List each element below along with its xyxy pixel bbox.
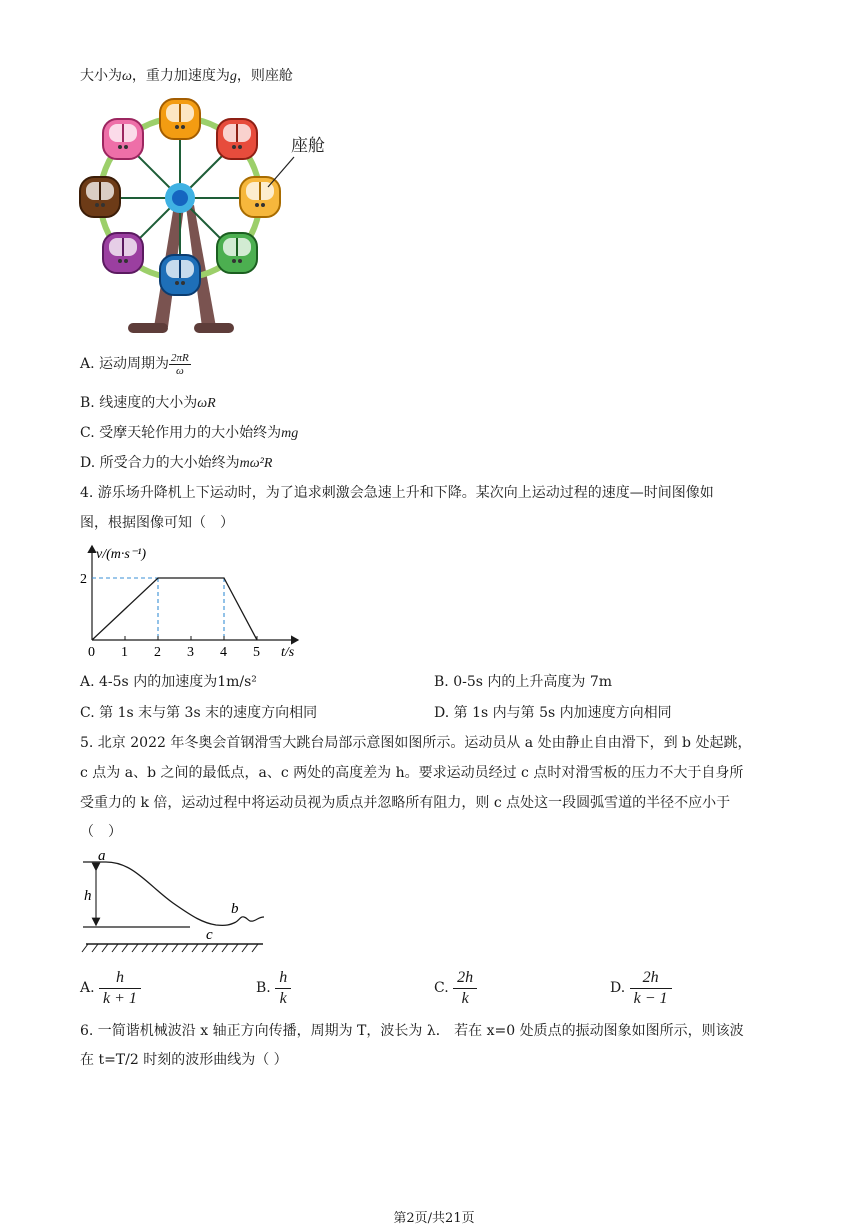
q4-option-c: C. 第 1s 末与第 3s 末的速度方向相同 <box>80 705 318 721</box>
q5-stem-line4: （ ） <box>80 824 122 840</box>
q6-stem-line1: 6. 一简谐机械波沿 x 轴正方向传播，周期为 T，波长为 λ． 若在 x=0 处质点的振动图象如图所示，则该波 <box>80 1023 744 1039</box>
vt-series-line <box>92 578 257 640</box>
q5-option-c: C. $\frac{2h}{k}$ <box>434 966 477 1010</box>
q4-option-a: A. 4-5s 内的加速度为1m/s² <box>80 674 257 690</box>
vt-x-tick-label: 1 <box>121 645 128 660</box>
point-c-label: c <box>206 927 213 943</box>
q5-stem-line2: c 点为 a、b 之间的最低点，a、c 两处的高度差为 h。要求运动员经过 c 点时对滑雪板的压力不大于自身所 <box>80 765 744 781</box>
jump-ramp <box>236 917 264 922</box>
slope-curve <box>106 862 236 925</box>
ski-slope-figure <box>78 845 278 957</box>
cabin-leader-line <box>268 157 294 187</box>
vt-x-tick-label: 5 <box>253 645 260 660</box>
ferris-cabin-top-left <box>103 119 143 159</box>
q5-option-d: D. $\frac{2h}{k - 1}$ <box>610 966 672 1010</box>
point-b-label: b <box>231 901 239 917</box>
vt-x-tick-label: 0 <box>88 645 95 660</box>
q4-option-b: B. 0-5s 内的上升高度为 7m <box>434 674 613 690</box>
vt-x-tick-label: 3 <box>187 645 194 660</box>
q3-a-fraction: $\frac{2\pi R}{\omega}$ <box>171 351 189 377</box>
q4-option-d: D. 第 1s 内与第 5s 内加速度方向相同 <box>434 705 672 721</box>
vt-x-tick-label: 4 <box>220 645 227 660</box>
q3-option-d: D. 所受合力的大小始终为mω²R <box>80 455 273 471</box>
q3-option-b: B. 线速度的大小为ωR <box>80 395 216 411</box>
q4-stem-line1: 4. 游乐场升降机上下运动时，为了追求刺激会急速上升和下降。某次向上运动过程的速度—时间图像如 <box>80 485 714 501</box>
q3-option-a: A. 运动周期为 $\frac{2\pi R}{\omega}$ <box>80 351 189 377</box>
q4-stem-line2: 图，根据图像可知（ ） <box>80 515 234 531</box>
ferris-wheel-figure <box>76 95 346 340</box>
vt-x-label: t/s <box>281 645 295 660</box>
ferris-cabin-right <box>240 177 280 217</box>
q5-option-b: B. $\frac{h}{k}$ <box>256 966 291 1010</box>
q6-stem-line2: 在 t=T/2 时刻的波形曲线为（ ） <box>80 1052 288 1068</box>
vt-x-tick-label: 2 <box>154 645 161 660</box>
ferris-cabin-top-right <box>217 119 257 159</box>
point-a-label: a <box>98 848 106 864</box>
ferris-cabin-top <box>160 99 200 139</box>
ferris-cabin-bottom-left <box>103 233 143 273</box>
q3-option-c: C. 受摩天轮作用力的大小始终为mg <box>80 425 299 441</box>
ferris-cabin-bottom-right <box>217 233 257 273</box>
ferris-cabin-left <box>80 177 120 217</box>
q5-option-a: A. $\frac{h}{k + 1}$ <box>80 966 141 1010</box>
height-h-label: h <box>84 888 92 904</box>
cabin-label: 座舱 <box>291 136 325 155</box>
ferris-cabin-bottom <box>160 255 200 295</box>
page-footer: 第2页/共21页 <box>393 1211 475 1226</box>
q5-stem-line3: 受重力的 k 倍，运动过程中将运动员视为质点并忽略所有阻力，则 c 点处这一段圆弧雪道的半径不应小于 <box>80 795 731 811</box>
intro-line: 大小为ω，重力加速度为g，则座舱 <box>80 68 293 84</box>
vt-y-tick-label: 2 <box>80 572 87 587</box>
vt-y-label: v/(m·s⁻¹) <box>96 547 147 562</box>
vt-graph <box>76 540 306 665</box>
q5-stem-line1: 5. 北京 2022 年冬奥会首钢滑雪大跳台局部示意图如图所示。运动员从 a 处由静止自由滑下，到 b 处起跳， <box>80 735 752 751</box>
